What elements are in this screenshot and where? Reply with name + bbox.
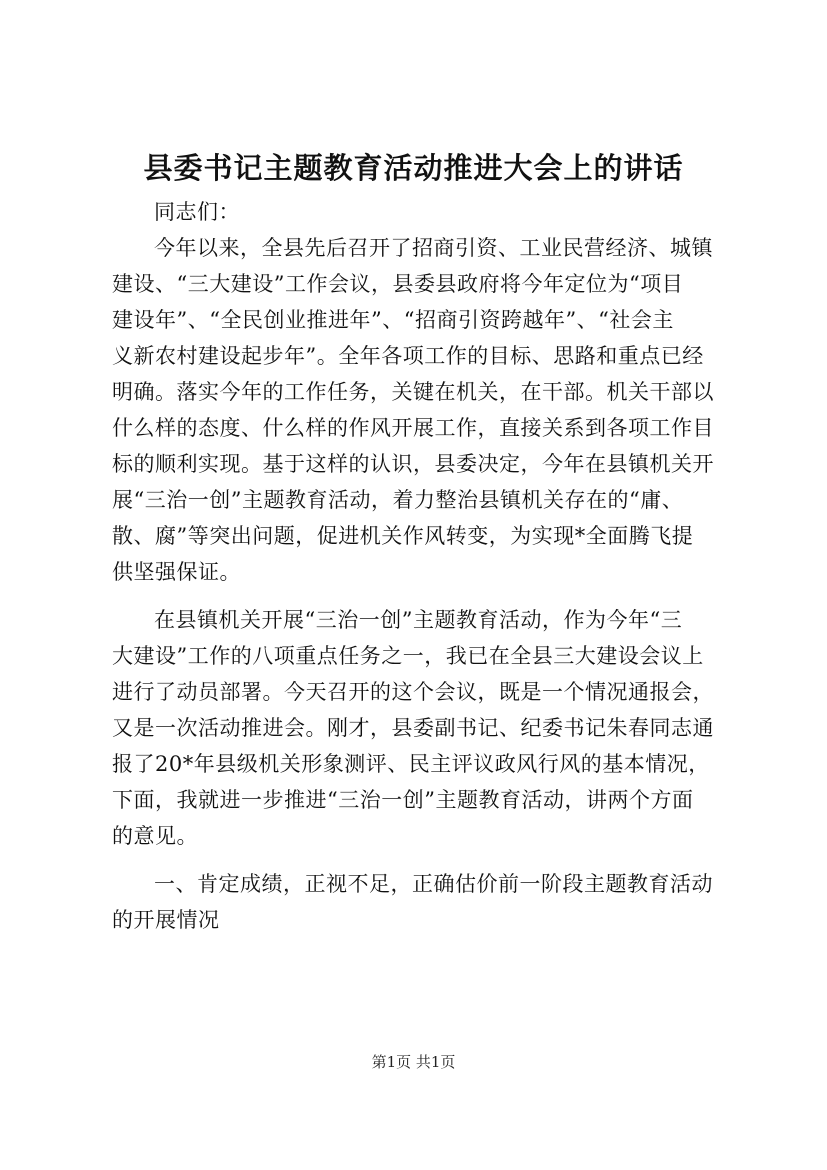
paragraph-line: 进行了动员部署。今天召开的这个会议，既是一个情况通报会， [112,680,714,704]
paragraph-line: 标的顺利实现。基于这样的认识，县委决定，今年在县镇机关开 [112,452,714,476]
paragraph-line: 今年以来，全县先后召开了招商引资、工业民营经济、城镇 [154,236,713,260]
paragraph-line: 建设年”、“全民创业推进年”、“招商引资跨越年”、“社会主 [112,308,674,332]
paragraph-line: 在县镇机关开展“三治一创”主题教育活动，作为今年“三 [154,608,683,632]
page-number: 第1页 共1页 [371,1053,456,1071]
section-heading-1 [112,866,722,938]
paragraph-line: 建设、“三大建设”工作会议，县委县政府将今年定位为“项目 [112,272,684,296]
document-body [112,194,722,938]
paragraph-line: 又是一次活动推进会。刚才，县委副书记、纪委书记朱春同志通 [112,716,714,740]
paragraph-line: 供坚强保证。 [112,560,241,584]
paragraph-line: 展“三治一创”主题教育活动，着力整治县镇机关存在的“庸、 [112,488,684,512]
paragraph-line: 报了20*年县级机关形象测评、民主评议政风行风的基本情况， [112,752,710,776]
paragraph-line: 什么样的态度、什么样的作风开展工作，直接关系到各项工作目 [112,416,714,440]
paragraph-line: 的意见。 [112,824,198,848]
paragraph-line: 的开展情况 [112,908,220,932]
paragraph-2 [112,602,722,854]
paragraph-line: 一、肯定成绩，正视不足，正确估价前一阶段主题教育活动 [154,872,713,896]
paragraph-1 [112,230,722,590]
paragraph-line: 下面，我就进一步推进“三治一创”主题教育活动，讲两个方面 [112,788,694,812]
paragraph-line: 大建设”工作的八项重点任务之一，我已在全县三大建设会议上 [112,644,704,668]
document-title: 县委书记主题教育活动推进大会上的讲话 [143,151,684,185]
paragraph-line: 明确。落实今年的工作任务，关键在机关，在干部。机关干部以 [112,380,714,404]
paragraph-line: 义新农村建设起步年”。全年各项工作的目标、思路和重点已经 [112,344,704,368]
paragraph-line: 散、腐”等突出问题，促进机关作风转变，为实现*全面腾飞提 [112,524,694,548]
salutation: 同志们： [154,200,240,224]
